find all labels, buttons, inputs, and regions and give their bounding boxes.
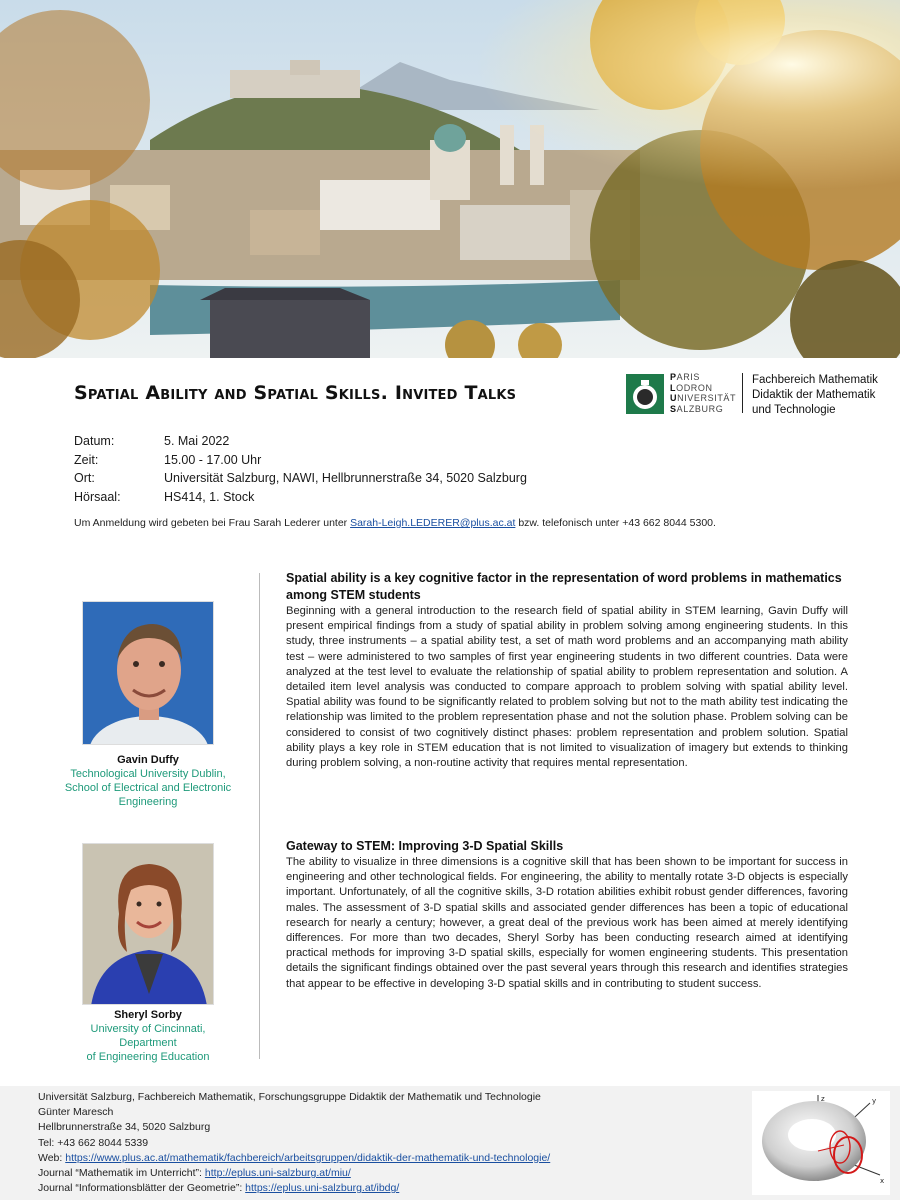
- speaker-sheryl-sorby: Sheryl Sorby University of Cincinnati, Department of Engineering Education: [86, 1009, 210, 1063]
- plus-university-logo: [626, 372, 896, 420]
- event-date-row: Datum: 5. Mai 2022: [74, 434, 230, 448]
- event-details: [74, 432, 527, 506]
- page-title: Spatial Ability and Spatial Skills. Invited Talks: [74, 382, 517, 404]
- talk-abstract: Beginning with a general introduction to the research field of spatial ability in STEM learning, Gavin Duffy will present empirical findings from a study of spatial ability in problem solving among engineering students. In this study, three instruments – a spatial ability test, a set of math word problems and an accompanying math ability test – were administered to two samples of first year engineering students in two different countries. Data were analyzed at the test level to evaluate the relationship of spatial ability to problem representation and solution. A detailed item level analysis was conducted to compare approach to problem solving with spatial ability level. Spatial ability was found to be significantly related to problem solving but not to the math ability test indicating the relationship was limited to the problem representation phase and not the solution phase. Problem solving can be considered to consist of two cognitively distinct phases: problem representation and problem solution. Spatial ability plays a key role in STEM education that is not limited to visualization of imagery but extends to thinking during problem solving, a non-routine activity that requires mental representation.: [286, 605, 848, 770]
- column-divider: [259, 573, 260, 1059]
- registration-note: Um Anmeldung wird gebeten bei Frau Sarah Lederer unter Sarah-Leigh.LEDERER@plus.ac.at bzw. telefonisch unter +43 662 8044 5300.: [74, 517, 716, 529]
- talk-sorby: [286, 838, 848, 992]
- talk-title: Spatial ability is a key cognitive factor in the representation of word problems in mathematics among STEM students: [286, 571, 842, 602]
- speaker-photo-sheryl-sorby: [82, 843, 214, 1005]
- department-name: Fachbereich Mathematik Didaktik der Mathematik und Technologie: [752, 374, 878, 416]
- talk-title: Gateway to STEM: Improving 3-D Spatial Skills: [286, 839, 564, 853]
- footer-contact: Universität Salzburg, Fachbereich Mathematik, Forschungsgruppe Didaktik der Mathematik und Technologie Günter Maresch Hellbrunnerstraße 34, 5020 Salzburg Tel: +43 662 8044 5339 Web: https://www.plus.ac.at/mathematik/fachbereich/arbeitsgruppen/didaktik-der-mathematik-und-technologie/ Journal “Mathematik im Unterricht”: http://eplus.uni-salzburg.at/miu/ Journal “Informationsblätter der Geometrie”: https://eplus.uni-salzburg.at/ibdg/: [38, 1091, 551, 1195]
- talk-abstract: The ability to visualize in three dimensions is a cognitive skill that has been shown to be important for success in engineering and other technological fields. For engineering, the ability to mentally rotate 3-D objects is especially important. Unfortunately, of all the cognitive skills, 3-D rotation abilities exhibit robust gender differences, favoring males. The assessment of 3-D spatial skills and associated gender differences has been a topic of educational research for nearly a century; however, a great deal of the previous work has been aimed at merely identifying differences. For more than two decades, Sheryl Sorby has been conducting research aimed at identifying practical methods for improving 3-D spatial skills, especially for women engineering students. This presentation details the significant findings obtained over the past several years through this research and identifies strategies that appear to be effective in developing 3-D spatial skills and in contributing to student success.: [286, 856, 848, 990]
- website-link[interactable]: https://www.plus.ac.at/mathematik/fachbereich/arbeitsgruppen/didaktik-der-mathematik-und-technologie/: [65, 1151, 551, 1164]
- axis-label-y: y: [872, 1097, 877, 1105]
- speaker-photo-gavin-duffy: [82, 601, 214, 745]
- event-time-row: Zeit: 15.00 - 17.00 Uhr: [74, 452, 262, 467]
- speaker-gavin-duffy: Gavin Duffy Technological University Dublin, School of Electrical and Electronic Engineering: [64, 754, 232, 808]
- hero-salzburg-photo: [0, 0, 900, 358]
- torus-geometry-illustration: [752, 1091, 890, 1195]
- university-emblem-icon: [626, 374, 664, 414]
- event-location-row: Ort: Universität Salzburg, NAWI, Hellbrunnerstraße 34, 5020 Salzburg: [74, 471, 527, 485]
- talk-duffy: [286, 570, 848, 771]
- journal-ibdg-link[interactable]: https://eplus.uni-salzburg.at/ibdg/: [245, 1182, 400, 1195]
- registration-email-link[interactable]: Sarah-Leigh.LEDERER@plus.ac.at: [350, 517, 516, 529]
- journal-miu-link[interactable]: http://eplus.uni-salzburg.at/miu/: [204, 1167, 351, 1180]
- axis-label-x: x: [880, 1177, 885, 1185]
- footer: [0, 1086, 900, 1200]
- university-wordmark: PARIS LODRON UNIVERSITÄT SALZBURG: [670, 372, 737, 414]
- event-room-row: Hörsaal: HS414, 1. Stock: [74, 489, 255, 504]
- logo-divider: [742, 373, 743, 413]
- axis-label-z: z: [821, 1095, 825, 1103]
